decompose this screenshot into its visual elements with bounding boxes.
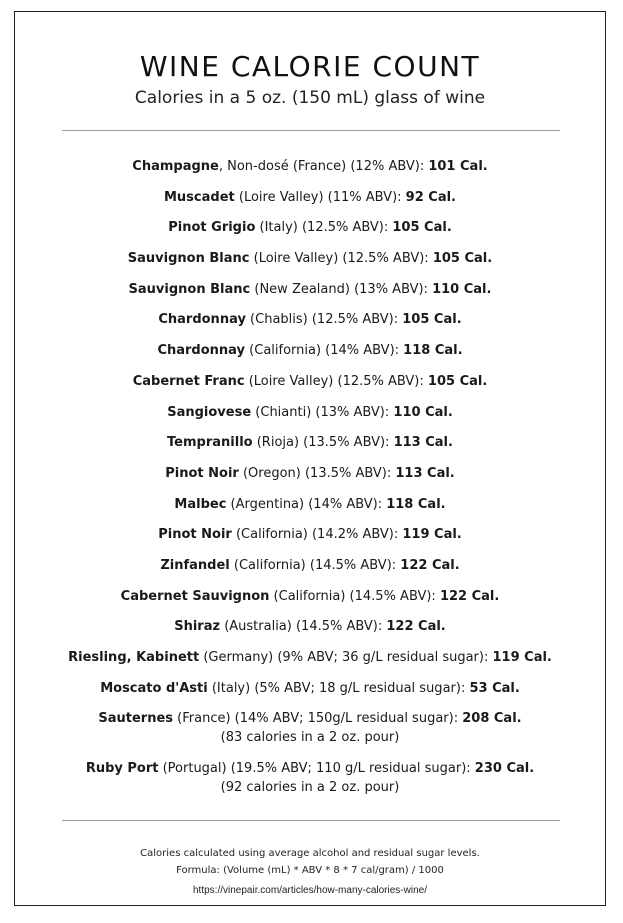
footer-formula: Formula: (Volume (mL) * ABV * 8 * 7 cal/gram) / 1000 bbox=[176, 865, 444, 876]
wine-name: Zinfandel bbox=[160, 557, 230, 573]
wine-detail: (Loire Valley) (11% ABV): bbox=[234, 189, 406, 205]
wine-row bbox=[15, 403, 605, 434]
wine-name: Cabernet Sauvignon bbox=[120, 588, 270, 604]
wine-calories: 113 Cal. bbox=[393, 435, 453, 451]
wine-row bbox=[15, 280, 605, 311]
wine-detail: (California) (14.5% ABV): bbox=[269, 588, 440, 604]
wine-row bbox=[15, 617, 605, 648]
wine-calories: 53 Cal. bbox=[469, 680, 520, 696]
wine-name: Malbec bbox=[174, 496, 227, 512]
wine-row bbox=[15, 525, 605, 556]
wine-row bbox=[15, 709, 605, 759]
footer-method-note: Calories calculated using average alcohol and residual sugar levels. bbox=[140, 848, 480, 859]
wine-row bbox=[15, 249, 605, 280]
wine-serving-note: (83 calories in a 2 oz. pour) bbox=[220, 730, 400, 746]
wine-detail: (California) (14% ABV): bbox=[245, 343, 404, 359]
wine-detail: (Germany) (9% ABV; 36 g/L residual sugar): bbox=[199, 650, 493, 665]
wine-detail: (Loire Valley) (12.5% ABV): bbox=[244, 373, 428, 389]
footer-source-url: https://vinepair.com/articles/how-many-calories-wine/ bbox=[193, 885, 427, 896]
wine-detail: (Rioja) (13.5% ABV): bbox=[252, 435, 394, 451]
wine-detail: (Portugal) (19.5% ABV; 110 g/L residual sugar): bbox=[158, 761, 475, 777]
wine-name: Sauternes bbox=[98, 711, 174, 727]
wine-row bbox=[15, 218, 605, 249]
wine-detail: (Chablis) (12.5% ABV): bbox=[245, 312, 403, 328]
wine-calories: 119 Cal. bbox=[492, 650, 552, 665]
wine-detail: (Chianti) (13% ABV): bbox=[251, 404, 394, 420]
calorie-card bbox=[14, 11, 606, 906]
wine-detail: (Italy) (5% ABV; 18 g/L residual sugar): bbox=[207, 680, 470, 696]
wine-row bbox=[15, 759, 605, 809]
wine-list bbox=[15, 157, 605, 809]
page-subtitle: Calories in a 5 oz. (150 mL) glass of wine bbox=[134, 88, 486, 108]
wine-calories: 118 Cal. bbox=[386, 496, 446, 512]
wine-calories: 122 Cal. bbox=[400, 557, 460, 573]
wine-calories: 110 Cal. bbox=[393, 404, 453, 420]
wine-name: Cabernet Franc bbox=[132, 373, 245, 389]
wine-calories: 101 Cal. bbox=[428, 159, 488, 174]
wine-row bbox=[15, 341, 605, 372]
wine-name: Shiraz bbox=[174, 619, 221, 635]
wine-row bbox=[15, 372, 605, 403]
wine-calories: 110 Cal. bbox=[432, 281, 492, 297]
wine-row bbox=[15, 679, 605, 710]
wine-detail: (New Zealand) (13% ABV): bbox=[250, 281, 433, 297]
wine-row bbox=[15, 188, 605, 219]
wine-name: Pinot Grigio bbox=[168, 220, 256, 236]
wine-name: Sauvignon Blanc bbox=[128, 281, 251, 297]
wine-detail: (Loire Valley) (12.5% ABV): bbox=[249, 251, 433, 267]
wine-row bbox=[15, 310, 605, 341]
wine-detail: (Australia) (14.5% ABV): bbox=[220, 619, 387, 635]
wine-calories: 122 Cal. bbox=[386, 619, 446, 635]
wine-detail: (Italy) (12.5% ABV): bbox=[255, 220, 393, 236]
wine-calories: 105 Cal. bbox=[427, 373, 488, 389]
wine-calories: 118 Cal. bbox=[403, 343, 463, 359]
wine-name: Tempranillo bbox=[167, 435, 253, 451]
wine-row bbox=[15, 556, 605, 587]
wine-calories: 113 Cal. bbox=[395, 465, 455, 481]
wine-serving-note: (92 calories in a 2 oz. pour) bbox=[220, 780, 400, 796]
wine-name: Sauvignon Blanc bbox=[127, 251, 250, 267]
wine-row bbox=[15, 587, 605, 618]
wine-detail: (California) (14.5% ABV): bbox=[229, 557, 401, 573]
wine-row bbox=[15, 464, 605, 495]
wine-detail: (Argentina) (14% ABV): bbox=[226, 496, 387, 512]
top-divider bbox=[62, 130, 560, 131]
page-title: WINE CALORIE COUNT bbox=[139, 50, 481, 83]
wine-name: Muscadet bbox=[163, 189, 235, 205]
wine-calories: 208 Cal. bbox=[462, 711, 522, 727]
wine-row bbox=[15, 157, 605, 188]
wine-name: Chardonnay bbox=[158, 312, 246, 328]
wine-name: Moscato d'Asti bbox=[100, 680, 208, 696]
wine-calories: 105 Cal. bbox=[432, 251, 493, 267]
wine-name: Ruby Port bbox=[85, 761, 159, 777]
wine-calories: 105 Cal. bbox=[402, 312, 462, 328]
bottom-divider bbox=[62, 820, 560, 821]
wine-calories: 92 Cal. bbox=[405, 189, 456, 205]
wine-name: Pinot Noir bbox=[158, 527, 232, 543]
wine-calories: 105 Cal. bbox=[392, 220, 452, 236]
wine-name: Riesling, Kabinett bbox=[68, 650, 200, 665]
wine-detail: (France) (14% ABV; 150g/L residual sugar): bbox=[173, 711, 463, 727]
wine-row bbox=[15, 495, 605, 526]
wine-row bbox=[15, 648, 605, 679]
wine-name: Sangiovese bbox=[167, 404, 252, 420]
wine-calories: 230 Cal. bbox=[474, 761, 535, 777]
wine-calories: 122 Cal. bbox=[439, 588, 500, 604]
wine-name: Chardonnay bbox=[157, 343, 246, 359]
wine-detail: , Non-dosé (France) (12% ABV): bbox=[218, 159, 429, 174]
wine-row bbox=[15, 433, 605, 464]
wine-calories: 119 Cal. bbox=[402, 527, 462, 543]
wine-name: Pinot Noir bbox=[165, 465, 239, 481]
wine-name: Champagne bbox=[132, 159, 219, 174]
wine-detail: (California) (14.2% ABV): bbox=[231, 527, 403, 543]
wine-detail: (Oregon) (13.5% ABV): bbox=[238, 465, 396, 481]
